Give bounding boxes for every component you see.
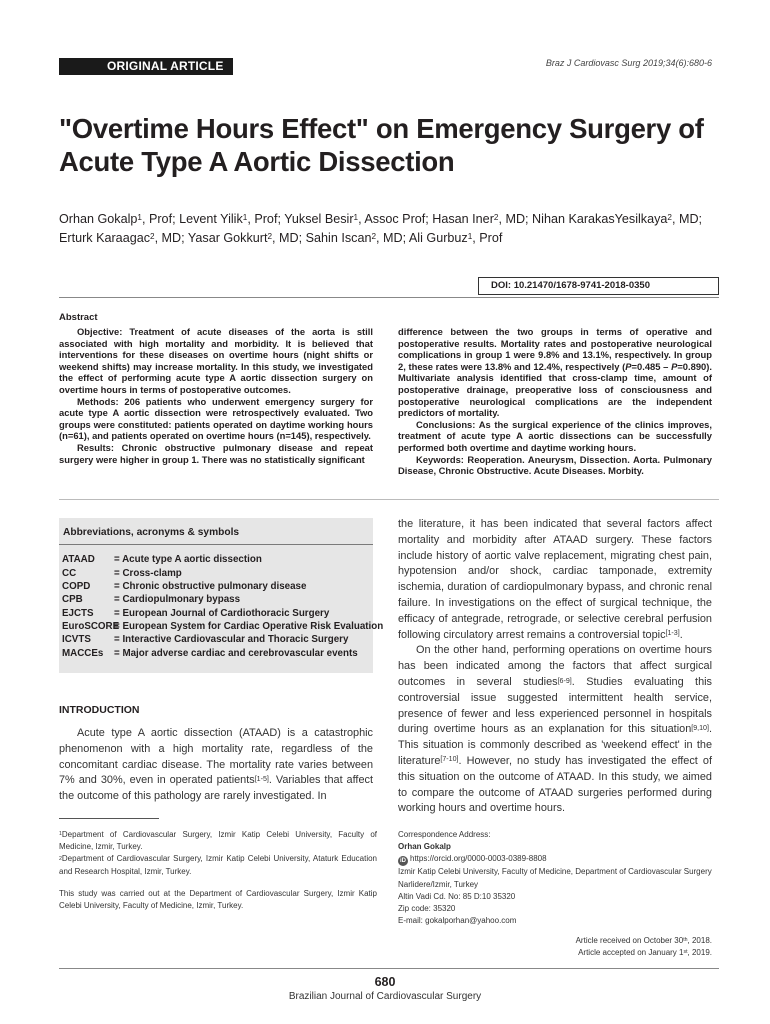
abbreviation-definition: = Cardiopulmonary bypass (114, 594, 241, 605)
journal-citation: Braz J Cardiovasc Surg 2019;34(6):680-6 (545, 58, 712, 68)
author-degree: , Assoc Prof; (358, 212, 433, 226)
author-name: Hasan Iner (432, 212, 494, 226)
correspondence-block (398, 829, 718, 927)
abbreviation-definition: = Cross-clamp (114, 568, 182, 579)
author-affiliation-mark: 2 (150, 232, 155, 242)
author-entry (409, 231, 502, 245)
abbreviation-row (62, 593, 240, 606)
correspondence-name: Orhan Gokalp (398, 842, 451, 852)
study-location-note: This study was carried out at the Department of Cardiovascular Surgery, Izmir Katip Celebi University, Faculty of Medicine, Izmir, Turkey. (59, 889, 377, 911)
author-entry (59, 212, 179, 226)
abbreviation-row (62, 553, 262, 566)
abbreviation-definition: = European System for Cardiac Operative Risk Evaluation (114, 621, 384, 632)
author-entry (306, 231, 409, 245)
abbreviation-term: MACCEs (62, 648, 104, 659)
abbreviation-term: COPD (62, 581, 91, 592)
abstract-methods: Methods: 206 patients who underwent emergency surgery for acute type A aortic dissection were retrospectively evaluated. Two groups were constituted: patients operated on daytime working hours (n=61), and patients operated on overtime hours (n=145), respectively. (59, 395, 373, 442)
footnote-divider (59, 818, 159, 819)
footer-divider (59, 968, 719, 969)
introduction-right-column (398, 517, 712, 817)
author-degree: , Prof; (141, 212, 180, 226)
correspondence-zip: Zip code: 35320 (398, 904, 456, 914)
author-degree: , MD; (498, 212, 533, 226)
author-affiliation-mark: 1 (242, 213, 248, 223)
journal-name: Brazilian Journal of Cardiovascular Surgery (288, 991, 482, 1002)
author-degree: , MD; (154, 231, 188, 245)
doi-box[interactable]: DOI: 10.21470/1678-9741-2018-0350 (478, 277, 719, 295)
intro-paragraph-1-continued: the literature, it has been indicated that several factors affect mortality and morbidity after ATAAD surgery. These factors include history of aortic valve replacement, migrating chest pain, hypotension and/or shock, cardiac tamponade, extremity ischemia, duration of cardiopulmonary bypass, and chronic renal failure. In investigations on the effect of surgical technique, the efficacy of antegrade, retrograde, or selective cerebral perfusion following circulatory arrest remains a controversial topic[1-3]. (398, 518, 712, 641)
abbreviation-row (62, 607, 329, 620)
introduction-heading: INTRODUCTION (59, 704, 140, 716)
author-entry (188, 231, 306, 245)
author-degree: , Prof; (247, 212, 285, 226)
abbreviation-definition: = Major adverse cardiac and cerebrovascular events (114, 648, 358, 659)
author-affiliation-mark: 1 (467, 232, 473, 242)
author-name: Levent Yilik (179, 212, 243, 226)
article-dates (576, 935, 712, 959)
abbreviation-row (62, 567, 182, 580)
orcid-icon: iD (400, 858, 406, 865)
author-entry (179, 212, 284, 226)
abbreviation-definition: = European Journal of Cardiothoracic Surgery (114, 608, 330, 619)
intro-paragraph-1: Acute type A aortic dissection (ATAAD) is a catastrophic phenomenon with a high mortality rate, regardless of the concomitant cardiac disease. The mortality rate varies between 7% and 30%, even in operated patients[1-5]. Variables that affect the outcome of this pathology are rarely investigated. In (59, 727, 373, 803)
correspondence-email[interactable]: E-mail: gokalporhan@yahoo.com (398, 916, 517, 926)
intro-paragraph-2: On the other hand, performing operations on overtime hours has been indicated among the factors that affect surgical outcomes in several studies[6-9]. Studies evaluating this controversial issue suggested intermittent health service, presence of fewer and less experienced personnel in hospitals during overtime hours as an explanation for this situation[9,10]. This situation is commonly described as 'weekend effect' in the literature[7-10]. However, no study has investigated the effect of this situation on the outcome of ATAAD. In this study, we aimed to compare the outcome of ATAAD surgeries performed during working hours and overtime hours. (398, 644, 712, 815)
author-degree: , MD; (272, 231, 306, 245)
abbreviations-title: Abbreviations, acronyms & symbols (63, 527, 240, 538)
author-affiliation-mark: 2 (267, 232, 273, 242)
abbreviation-row (62, 620, 383, 633)
author-degree: , MD; (376, 231, 409, 245)
abbreviation-term: ICVTS (62, 634, 91, 645)
abstract-conclusions: Conclusions: As the surgical experience of the clinics improves, treatment of acute type A aortic dissections can be successfully performed both overtime and daytime working hours. (398, 418, 712, 453)
abbreviation-definition: = Acute type A aortic dissection (114, 554, 262, 565)
article-title: "Overtime Hours Effect" on Emergency Surgery of Acute Type A Aortic Dissection (59, 113, 704, 177)
abbreviation-term: CC (62, 568, 77, 579)
author-entry (532, 212, 702, 226)
abstract-top-divider (59, 297, 719, 298)
abstract-results-start: Results: Chronic obstructive pulmonary disease and repeat surgery were higher in group 1. There was no statistically significant (59, 441, 373, 465)
introduction-left-column (59, 726, 373, 805)
author-name: Nihan KarakasYesilkaya (532, 212, 668, 226)
abbreviation-term: ATAAD (62, 554, 95, 565)
author-degree: , MD; (671, 212, 703, 226)
author-list (59, 210, 719, 248)
correspondence-label: Correspondence Address: (398, 830, 491, 839)
author-affiliation-mark: 2 (371, 232, 377, 242)
abbreviation-row (62, 580, 306, 593)
author-entry (432, 212, 532, 226)
correspondence-city: Narlidere/Izmir, Turkey (398, 879, 479, 889)
author-affiliation-mark: 2 (493, 213, 499, 223)
author-affiliation-mark: 1 (137, 213, 142, 223)
author-affiliation-mark: 1 (353, 213, 359, 223)
orcid-line (398, 853, 718, 866)
correspondence-street: Altin Vadi Cd. No: 85 D:10 35320 (398, 891, 516, 901)
section-tag: ORIGINAL ARTICLE (59, 58, 233, 75)
abstract-heading: Abstract (59, 312, 98, 323)
affiliations-footnote (59, 829, 377, 878)
author-name: Sahin Iscan (305, 231, 372, 245)
abstract-bottom-divider (59, 499, 719, 500)
orcid-link[interactable]: https://orcid.org/0000-0003-0389-8808 (410, 854, 547, 864)
author-entry (284, 212, 432, 226)
affiliation-2: $^2$Department of Cardiovascular Surgery, Izmir Katip Celebi University, Ataturk Education and Research Hospital, Izmir, Turkey. (59, 854, 377, 876)
author-name: Yasar Gokkurt (187, 231, 268, 245)
author-name: Ali Gurbuz (408, 231, 468, 245)
abstract-left-column (59, 326, 373, 465)
abbreviations-divider (59, 544, 373, 545)
abbreviation-definition: = Interactive Cardiovascular and Thoracic Surgery (114, 634, 349, 645)
abbreviations-box (59, 518, 384, 673)
correspondence-institution: Izmir Katip Celebi University, Faculty of Medicine, Department of Cardiovascular Surgery (398, 867, 712, 877)
abbreviation-row (62, 633, 348, 646)
abstract-right-column (398, 326, 712, 477)
abstract-results-continued: difference between the two groups in terms of operative and postoperative results. Mortality rates and postoperative neurological complications in group 1 were 9.8% and 13.1%, respectively. In group 2, these rates were 13.8% and 12.4%, respectively (P=0.485 – P=0.890). Multivariate analysis identified that cross-clamp time, amount of postoperative drainage, preoperative loss of consciousness and postoperative neurological complications are the independent predictors of mortality. (398, 326, 712, 419)
author-name: Yuksel Besir (284, 212, 354, 226)
affiliation-1: $^1$Department of Cardiovascular Surgery, Izmir Katip Celebi University, Faculty of Medicine, Izmir, Turkey. (59, 830, 377, 852)
author-affiliation-mark: 2 (667, 213, 672, 223)
abbreviation-term: CPB (62, 594, 83, 605)
received-date: Article received on October 30th, 2018. (575, 936, 712, 945)
accepted-date: Article accepted on January 1st, 2019. (578, 948, 712, 958)
author-name: Erturk Karaagac (59, 231, 150, 245)
abstract-objective: Objective: Treatment of acute diseases of the aorta is still associated with high mortality and morbidity. It is believed that interventions for these diseases on overtime hours (night shifts or weekend shifts) may increase mortality. In this study, we investigated the effect of performing acute type A aortic dissection surgery on overtime hours in terms of postoperative outcomes. (59, 326, 373, 395)
author-degree: , Prof (472, 231, 503, 245)
abstract-keywords: Keywords: Reoperation. Aneurysm, Dissection. Aorta. Pulmonary Disease, Chronic Obstructive. Acute Diseases. Morbity. (398, 453, 712, 477)
abbreviation-row (62, 647, 358, 660)
abbreviation-term: EJCTS (62, 608, 94, 619)
author-entry (59, 231, 188, 245)
abbreviation-term: EuroSCORE (62, 621, 120, 632)
author-name: Orhan Gokalp (59, 212, 138, 226)
page-number: 680 (374, 975, 396, 989)
abbreviation-definition: = Chronic obstructive pulmonary disease (114, 581, 307, 592)
